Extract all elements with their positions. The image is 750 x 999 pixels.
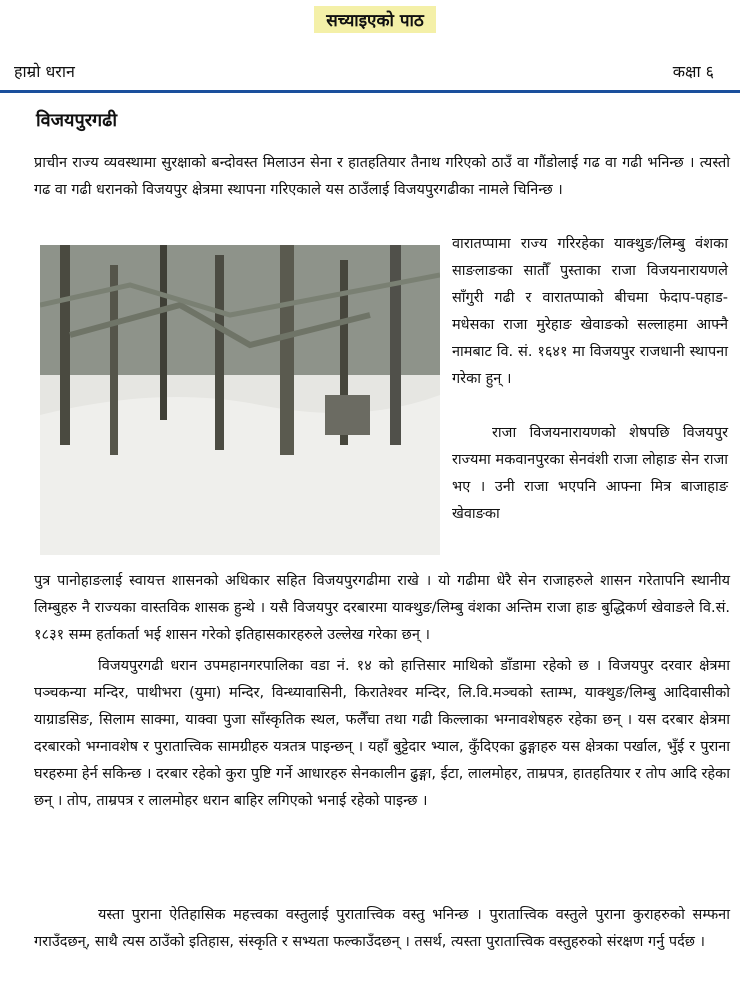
paragraph-intro: प्राचीन राज्य व्यवस्थामा सुरक्षाको बन्दोवस्त मिलाउन सेना र हातहतियार तैनाथ गरिएको ठाउँ वा गौंडोलाई गढ वा गढी भनिन्छ । त्यस्तो गढ वा गढी धरानको विजयपुर क्षेत्रमा स्थापना गरिएकाले यस ठाउँलाई विजयपुरगढीका नामले चिनिन्छ । bbox=[34, 155, 730, 198]
header-divider bbox=[0, 90, 740, 93]
page-header-title bbox=[0, 6, 750, 33]
lesson-title: विजयपुरगढी bbox=[36, 110, 117, 131]
corrected-lesson-label: सच्याइएको पाठ bbox=[314, 6, 436, 33]
book-title: हाम्रो धरान bbox=[14, 62, 75, 81]
paragraph-rulers: पुत्र पानोहाङलाई स्वायत्त शासनको अधिकार सहित विजयपुरगढीमा राखे । यो गढीमा धेरै सेन राजाहरुले शासन गरेतापनि स्थानीय लिम्बुहरु नै राज्यका वास्तविक शासक हुन्थे । यसै विजयपुर दरबारमा याक्थुङ/लिम्बु वंशका अन्तिम राजा हाङ बुद्धिकर्ण खेवाङले वि.सं. १८३१ सम्म हर्ताकर्ता भई शासन गरेको इतिहासकारहरुले उल्लेख गरेका छन् । bbox=[34, 573, 730, 643]
grade-label: कक्षा ६ bbox=[672, 62, 714, 81]
paragraph-sen-kings: राजा विजयनारायणको शेषपछि विजयपुर राज्यमा मकवानपुरका सेनवंशी राजा लोहाङ सेन राजा भए । उनी राजा भएपनि आफ्ना मित्र बाजाहाङ खेवाङका bbox=[452, 425, 728, 522]
fort-ruins-photo bbox=[40, 245, 440, 555]
paragraph-conservation: यस्ता पुराना ऐतिहासिक महत्त्वका वस्तुलाई पुरातात्त्विक वस्तु भनिन्छ । पुरातात्त्विक वस्तुले पुराना कुराहरुको सम्फना गराउँदछन्, साथै त्यस ठाउँको इतिहास, संस्कृति र सभ्यता फल्काउँदछन् । तसर्थ, त्यस्ता पुरातात्त्विक वस्तुहरुको संरक्षण गर्नु पर्दछ । bbox=[34, 907, 730, 950]
paragraph-location-ruins: विजयपुरगढी धरान उपमहानगरपालिका वडा नं. १४ को हात्तिसार माथिको डाँडामा रहेको छ । विजयपुर दरवार क्षेत्रमा पञ्चकन्या मन्दिर, पाथीभरा (युमा) मन्दिर, विन्ध्यावासिनी, किरातेश्वर मन्दिर, लि.वि.मञ्चको स्ताम्भ, याक्थुङ/लिम्बु आदिवासीको याग्राडसिङ, सिलाम साक्मा, याक्वा पुजा साँस्कृतिक स्थल, फलैँचा तथा गढी किल्लाका भग्नावशेषहरु रहेका छन् । यस दरबार क्षेत्रमा दरबारको भग्नावशेष र पुरातात्त्विक सामग्रीहरु यत्रतत्र पाइन्छन् । यहाँ बुट्टेदार भ्याल, कुँदिएका ढुङ्गाहरु यस क्षेत्रका पर्खाल, भुँई र पुराना घरहरुमा हेर्न सकिन्छ । दरबार रहेको कुरा पुष्टि गर्ने आधारहरु सेनकालीन ढुङ्गा, ईटा, लालमोहर, ताम्रपत्र, हातहतियार र तोप आदि रहेका छन् । तोप, ताम्रपत्र र लालमोहर धरान बाहिर लगिएको भनाई रहेको पाइन्छ । bbox=[34, 658, 730, 809]
paragraph-capital-founding: वारातप्पामा राज्य गरिरहेका याक्थुङ/लिम्बु वंशका साङलाङका सातौँ पुस्ताका राजा विजयनारायणले साँगुरी गढी र वारातप्पाको बीचमा फेदाप-पहाड-मधेसका राजा मुरेहाङ खेवाङको सल्लाहमा आफ्नै नामबाट वि. सं. १६४१ मा विजयपुर राजधानी स्थापना गरेका हुन् । bbox=[452, 236, 728, 387]
